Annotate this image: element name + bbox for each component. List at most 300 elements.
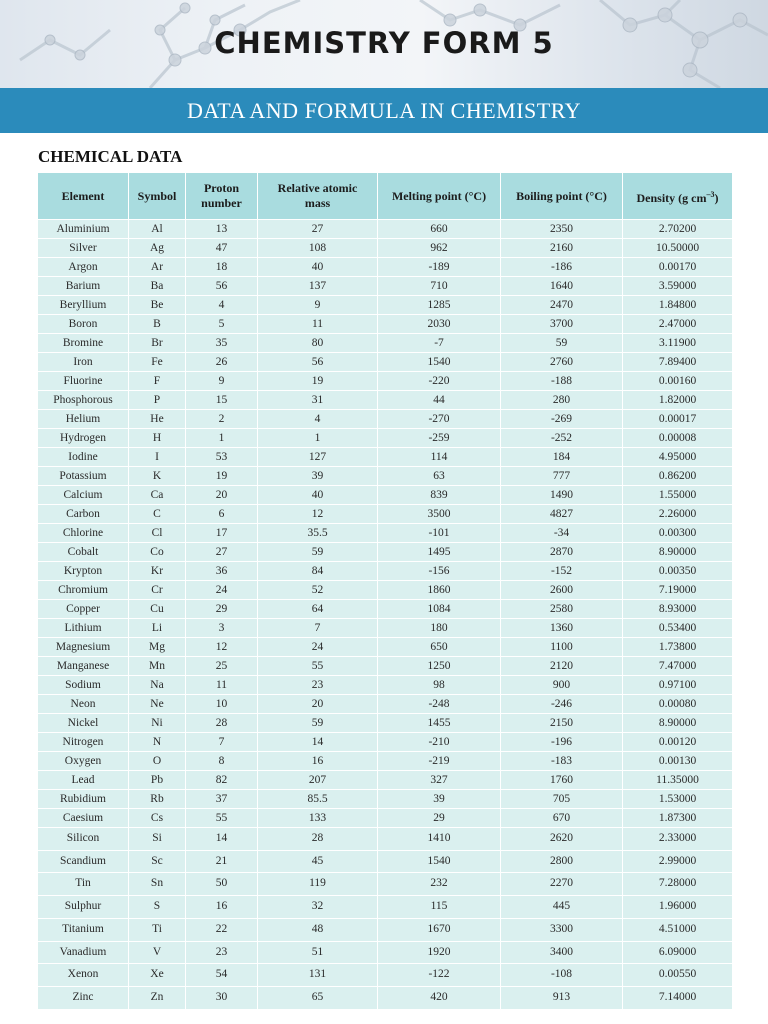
table-row [38,714,733,733]
boiling-point-cell: 280 [501,391,623,410]
density-cell: 0.97100 [623,676,733,695]
proton-number-cell: 56 [186,277,258,296]
relative-atomic-mass-cell: 55 [258,657,378,676]
density-cell: 0.00170 [623,258,733,277]
element-cell: Calcium [38,486,129,505]
element-cell: Nickel [38,714,129,733]
symbol-cell: I [129,448,186,467]
element-cell: Hydrogen [38,429,129,448]
melting-point-cell: 962 [378,239,501,258]
symbol-cell: P [129,391,186,410]
table-row [38,486,733,505]
boiling-point-cell: -152 [501,562,623,581]
proton-number-cell: 5 [186,315,258,334]
relative-atomic-mass-cell: 85.5 [258,790,378,809]
proton-number-cell: 19 [186,467,258,486]
element-cell: Magnesium [38,638,129,657]
proton-number-cell: 7 [186,733,258,752]
melting-point-cell: 115 [378,896,501,919]
relative-atomic-mass-cell: 48 [258,918,378,941]
boiling-point-cell: -246 [501,695,623,714]
density-cell: 7.14000 [623,986,733,1009]
relative-atomic-mass-cell: 28 [258,828,378,851]
element-cell: Neon [38,695,129,714]
boiling-point-cell: 2800 [501,850,623,873]
melting-point-cell: -248 [378,695,501,714]
symbol-cell: Ba [129,277,186,296]
element-cell: Silver [38,239,129,258]
density-cell: 1.87300 [623,809,733,828]
melting-point-cell: 98 [378,676,501,695]
symbol-cell: Rb [129,790,186,809]
melting-point-cell: 1860 [378,581,501,600]
melting-point-cell: 1670 [378,918,501,941]
relative-atomic-mass-cell: 56 [258,353,378,372]
proton-number-cell: 2 [186,410,258,429]
table-row [38,873,733,896]
boiling-point-cell: 1640 [501,277,623,296]
proton-number-cell: 16 [186,896,258,919]
density-cell: 7.47000 [623,657,733,676]
density-cell: 7.19000 [623,581,733,600]
relative-atomic-mass-cell: 32 [258,896,378,919]
boiling-point-cell: 913 [501,986,623,1009]
proton-number-cell: 10 [186,695,258,714]
boiling-point-cell: 705 [501,790,623,809]
density-cell: 2.47000 [623,315,733,334]
symbol-cell: S [129,896,186,919]
proton-number-cell: 28 [186,714,258,733]
relative-atomic-mass-cell: 27 [258,220,378,239]
table-row [38,676,733,695]
symbol-cell: N [129,733,186,752]
relative-atomic-mass-cell: 127 [258,448,378,467]
table-row [38,600,733,619]
proton-number-cell: 6 [186,505,258,524]
boiling-point-cell: -186 [501,258,623,277]
table-row [38,986,733,1009]
table-row [38,771,733,790]
table-body [38,220,733,1010]
boiling-point-cell: 2150 [501,714,623,733]
relative-atomic-mass-cell: 45 [258,850,378,873]
density-cell: 2.99000 [623,850,733,873]
table-row [38,220,733,239]
column-header-symbol: Symbol [129,173,186,220]
melting-point-cell: 650 [378,638,501,657]
element-cell: Krypton [38,562,129,581]
proton-number-cell: 35 [186,334,258,353]
symbol-cell: He [129,410,186,429]
element-cell: Copper [38,600,129,619]
proton-number-cell: 55 [186,809,258,828]
relative-atomic-mass-cell: 131 [258,964,378,987]
column-header-proton-number: Proton number [186,173,258,220]
proton-number-cell: 22 [186,918,258,941]
relative-atomic-mass-cell: 14 [258,733,378,752]
relative-atomic-mass-cell: 52 [258,581,378,600]
melting-point-cell: 1920 [378,941,501,964]
density-cell: 8.93000 [623,600,733,619]
symbol-cell: Cs [129,809,186,828]
relative-atomic-mass-cell: 65 [258,986,378,1009]
relative-atomic-mass-cell: 19 [258,372,378,391]
density-cell: 1.53000 [623,790,733,809]
symbol-cell: C [129,505,186,524]
element-cell: Nitrogen [38,733,129,752]
melting-point-cell: 2030 [378,315,501,334]
relative-atomic-mass-cell: 59 [258,543,378,562]
boiling-point-cell: -108 [501,964,623,987]
density-cell: 7.89400 [623,353,733,372]
table-row [38,850,733,873]
element-cell: Cobalt [38,543,129,562]
table-row [38,918,733,941]
relative-atomic-mass-cell: 51 [258,941,378,964]
relative-atomic-mass-cell: 133 [258,809,378,828]
table-row [38,277,733,296]
density-cell: 3.59000 [623,277,733,296]
relative-atomic-mass-cell: 119 [258,873,378,896]
table-row [38,372,733,391]
table-row [38,695,733,714]
relative-atomic-mass-cell: 80 [258,334,378,353]
density-cell: 1.84800 [623,296,733,315]
section-heading: CHEMICAL DATA [38,147,183,166]
table-row [38,524,733,543]
proton-number-cell: 29 [186,600,258,619]
boiling-point-cell: -188 [501,372,623,391]
melting-point-cell: -220 [378,372,501,391]
element-cell: Aluminium [38,220,129,239]
melting-point-cell: 1495 [378,543,501,562]
proton-number-cell: 20 [186,486,258,505]
melting-point-cell: 39 [378,790,501,809]
boiling-point-cell: 2270 [501,873,623,896]
melting-point-cell: 660 [378,220,501,239]
proton-number-cell: 27 [186,543,258,562]
density-cell: 2.33000 [623,828,733,851]
melting-point-cell: 63 [378,467,501,486]
table-row [38,581,733,600]
melting-point-cell: -156 [378,562,501,581]
column-header-element: Element [38,173,129,220]
table-row [38,258,733,277]
density-cell: 0.00017 [623,410,733,429]
boiling-point-cell: 1760 [501,771,623,790]
boiling-point-cell: 3700 [501,315,623,334]
symbol-cell: Ne [129,695,186,714]
boiling-point-cell: 2470 [501,296,623,315]
melting-point-cell: 1285 [378,296,501,315]
table-row [38,429,733,448]
symbol-cell: Ti [129,918,186,941]
density-cell: 0.00350 [623,562,733,581]
symbol-cell: Xe [129,964,186,987]
element-cell: Scandium [38,850,129,873]
melting-point-cell: 180 [378,619,501,638]
proton-number-cell: 1 [186,429,258,448]
proton-number-cell: 25 [186,657,258,676]
element-cell: Sodium [38,676,129,695]
density-cell: 0.00120 [623,733,733,752]
column-header-density: Density (g $cm^{-3}$) [623,173,733,220]
density-cell: 0.86200 [623,467,733,486]
melting-point-cell: 1455 [378,714,501,733]
element-cell: Silicon [38,828,129,851]
melting-point-cell: -270 [378,410,501,429]
relative-atomic-mass-cell: 108 [258,239,378,258]
density-cell: 8.90000 [623,543,733,562]
proton-number-cell: 17 [186,524,258,543]
boiling-point-cell: 1100 [501,638,623,657]
column-header-boiling-point: Boiling point (°C) [501,173,623,220]
element-cell: Beryllium [38,296,129,315]
relative-atomic-mass-cell: 35.5 [258,524,378,543]
symbol-cell: Ar [129,258,186,277]
relative-atomic-mass-cell: 84 [258,562,378,581]
symbol-cell: Br [129,334,186,353]
page-title: CHEMISTRY FORM 5 [214,26,554,60]
density-cell: 0.00300 [623,524,733,543]
element-cell: Fluorine [38,372,129,391]
symbol-cell: K [129,467,186,486]
proton-number-cell: 54 [186,964,258,987]
table-row [38,657,733,676]
element-cell: Zinc [38,986,129,1009]
element-cell: Lead [38,771,129,790]
table-row [38,809,733,828]
symbol-cell: Fe [129,353,186,372]
relative-atomic-mass-cell: 64 [258,600,378,619]
element-cell: Barium [38,277,129,296]
element-cell: Titanium [38,918,129,941]
density-cell: 3.11900 [623,334,733,353]
proton-number-cell: 36 [186,562,258,581]
melting-point-cell: 327 [378,771,501,790]
element-cell: Helium [38,410,129,429]
symbol-cell: Zn [129,986,186,1009]
proton-number-cell: 23 [186,941,258,964]
relative-atomic-mass-cell: 4 [258,410,378,429]
relative-atomic-mass-cell: 207 [258,771,378,790]
relative-atomic-mass-cell: 9 [258,296,378,315]
boiling-point-cell: -196 [501,733,623,752]
boiling-point-cell: 1360 [501,619,623,638]
symbol-cell: Mn [129,657,186,676]
relative-atomic-mass-cell: 11 [258,315,378,334]
melting-point-cell: 1410 [378,828,501,851]
relative-atomic-mass-cell: 12 [258,505,378,524]
melting-point-cell: 44 [378,391,501,410]
proton-number-cell: 9 [186,372,258,391]
element-cell: Iron [38,353,129,372]
proton-number-cell: 30 [186,986,258,1009]
boiling-point-cell: 2870 [501,543,623,562]
symbol-cell: Sn [129,873,186,896]
density-cell: 2.70200 [623,220,733,239]
boiling-point-cell: -269 [501,410,623,429]
column-header-melting-point: Melting point (°C) [378,173,501,220]
boiling-point-cell: -252 [501,429,623,448]
element-cell: Tin [38,873,129,896]
relative-atomic-mass-cell: 31 [258,391,378,410]
melting-point-cell: 1540 [378,850,501,873]
symbol-cell: Ag [129,239,186,258]
boiling-point-cell: 900 [501,676,623,695]
proton-number-cell: 18 [186,258,258,277]
table-row [38,941,733,964]
density-cell: 1.55000 [623,486,733,505]
symbol-cell: Co [129,543,186,562]
table-row [38,896,733,919]
element-cell: Xenon [38,964,129,987]
boiling-point-cell: 777 [501,467,623,486]
table-row [38,296,733,315]
boiling-point-cell: 2760 [501,353,623,372]
symbol-cell: O [129,752,186,771]
symbol-cell: Li [129,619,186,638]
melting-point-cell: 420 [378,986,501,1009]
element-cell: Potassium [38,467,129,486]
density-cell: 7.28000 [623,873,733,896]
density-cell: 11.35000 [623,771,733,790]
column-header-relative-atomic-mass: Relative atomic mass [258,173,378,220]
boiling-point-cell: 2160 [501,239,623,258]
proton-number-cell: 24 [186,581,258,600]
symbol-cell: Ni [129,714,186,733]
relative-atomic-mass-cell: 40 [258,258,378,277]
proton-number-cell: 21 [186,850,258,873]
symbol-cell: Si [129,828,186,851]
proton-number-cell: 13 [186,220,258,239]
table-header-row [38,173,733,220]
element-cell: Vanadium [38,941,129,964]
symbol-cell: Al [129,220,186,239]
boiling-point-cell: -183 [501,752,623,771]
density-cell: 2.26000 [623,505,733,524]
boiling-point-cell: 1490 [501,486,623,505]
proton-number-cell: 47 [186,239,258,258]
density-cell: 10.50000 [623,239,733,258]
relative-atomic-mass-cell: 137 [258,277,378,296]
melting-point-cell: -7 [378,334,501,353]
relative-atomic-mass-cell: 16 [258,752,378,771]
density-cell: 0.00550 [623,964,733,987]
melting-point-cell: 1250 [378,657,501,676]
element-cell: Chlorine [38,524,129,543]
element-cell: Carbon [38,505,129,524]
melting-point-cell: -259 [378,429,501,448]
density-cell: 0.53400 [623,619,733,638]
melting-point-cell: 839 [378,486,501,505]
melting-point-cell: 114 [378,448,501,467]
table-row [38,543,733,562]
density-cell: 1.73800 [623,638,733,657]
symbol-cell: Sc [129,850,186,873]
element-cell: Argon [38,258,129,277]
symbol-cell: Mg [129,638,186,657]
table-row [38,315,733,334]
relative-atomic-mass-cell: 7 [258,619,378,638]
relative-atomic-mass-cell: 39 [258,467,378,486]
table-row [38,828,733,851]
density-cell: 0.00008 [623,429,733,448]
proton-number-cell: 15 [186,391,258,410]
element-cell: Oxygen [38,752,129,771]
relative-atomic-mass-cell: 59 [258,714,378,733]
melting-point-cell: 232 [378,873,501,896]
table-row [38,505,733,524]
relative-atomic-mass-cell: 1 [258,429,378,448]
element-cell: Boron [38,315,129,334]
table-row [38,619,733,638]
proton-number-cell: 53 [186,448,258,467]
element-cell: Sulphur [38,896,129,919]
element-cell: Lithium [38,619,129,638]
element-cell: Rubidium [38,790,129,809]
element-cell: Bromine [38,334,129,353]
symbol-cell: B [129,315,186,334]
table-row [38,562,733,581]
table-row [38,752,733,771]
boiling-point-cell: 3400 [501,941,623,964]
table-row [38,391,733,410]
melting-point-cell: -219 [378,752,501,771]
proton-number-cell: 14 [186,828,258,851]
proton-number-cell: 37 [186,790,258,809]
symbol-cell: Kr [129,562,186,581]
boiling-point-cell: 59 [501,334,623,353]
proton-number-cell: 50 [186,873,258,896]
melting-point-cell: -189 [378,258,501,277]
boiling-point-cell: 2620 [501,828,623,851]
boiling-point-cell: 3300 [501,918,623,941]
density-cell: 1.82000 [623,391,733,410]
proton-number-cell: 3 [186,619,258,638]
relative-atomic-mass-cell: 24 [258,638,378,657]
density-cell: 4.51000 [623,918,733,941]
boiling-point-cell: 2350 [501,220,623,239]
boiling-point-cell: 4827 [501,505,623,524]
relative-atomic-mass-cell: 20 [258,695,378,714]
header-banner [0,0,768,88]
melting-point-cell: 710 [378,277,501,296]
melting-point-cell: -122 [378,964,501,987]
density-cell: 0.00160 [623,372,733,391]
melting-point-cell: -101 [378,524,501,543]
melting-point-cell: -210 [378,733,501,752]
melting-point-cell: 29 [378,809,501,828]
density-cell: 1.96000 [623,896,733,919]
table-row [38,448,733,467]
density-cell: 8.90000 [623,714,733,733]
boiling-point-cell: 2120 [501,657,623,676]
boiling-point-cell: 670 [501,809,623,828]
density-cell: 0.00080 [623,695,733,714]
proton-number-cell: 12 [186,638,258,657]
boiling-point-cell: 184 [501,448,623,467]
symbol-cell: Cu [129,600,186,619]
table-row [38,790,733,809]
proton-number-cell: 4 [186,296,258,315]
proton-number-cell: 26 [186,353,258,372]
density-cell: 4.95000 [623,448,733,467]
melting-point-cell: 1540 [378,353,501,372]
element-cell: Iodine [38,448,129,467]
symbol-cell: Be [129,296,186,315]
proton-number-cell: 8 [186,752,258,771]
